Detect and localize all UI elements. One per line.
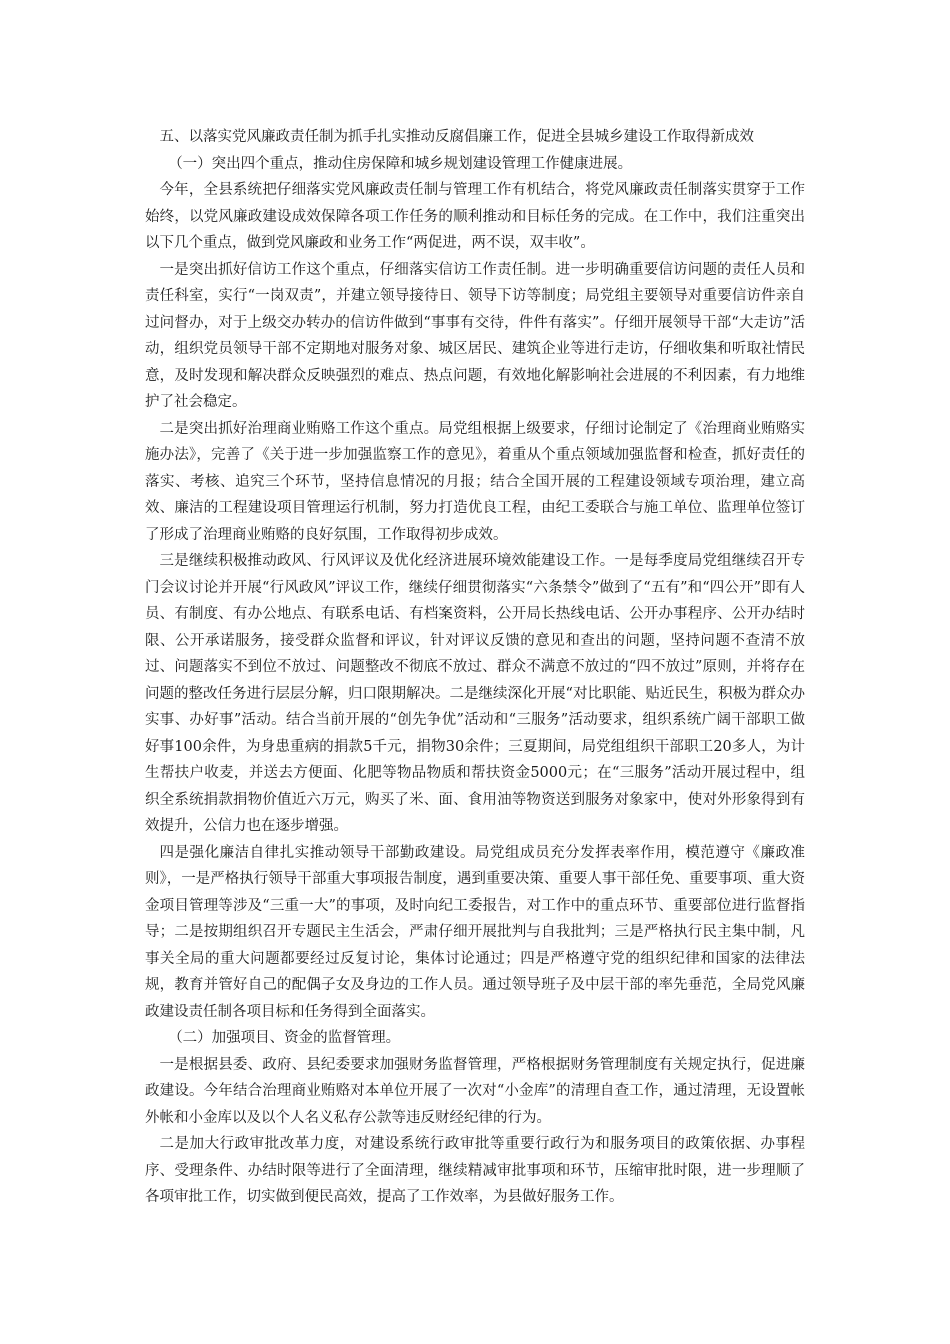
body-paragraph: 一是根据县委、政府、县纪委要求加强财务监督管理，严格根据财务管理制度有关规定执行，促进廉政建设。今年结合治理商业贿赂对本单位开展了一次对“小金库”的清理自查工作，通过清理，无设置帐外帐和小金库以及以个人名义私存公款等违反财经纪律的行为。 (145, 1056, 805, 1126)
body-paragraph: 四是强化廉洁自律扎实推动领导干部勤政建设。局党组成员充分发挥表率作用，模范遵守《廉政准则》，一是严格执行领导干部重大事项报告制度，遇到重要决策、重要人事干部任免、重要事项、重大资金项目管理等涉及“三重一大”的事项，及时向纪工委报告，对工作中的重点环节、重要部位进行监督指导；二是按期组织召开专题民主生活会，严肃仔细开展批判与自我批判；三是严格执行民主集中制，凡事关全局的重大问题都要经过反复讨论，集体讨论通过；四是严格遵守党的组织纪律和国家的法律法规，教育并管好自己的配偶子女及身边的工作人员。通过领导班子及中层干部的率先垂范，全局党风廉政建设责任制各项目标和任务得到全面落实。 (145, 844, 805, 1020)
document-body (145, 124, 805, 1211)
body-paragraph: 二是突出抓好治理商业贿赂工作这个重点。局党组根据上级要求，仔细讨论制定了《治理商业贿赂实施办法》，完善了《关于进一步加强监察工作的意见》，着重从个重点领域加强监督和检查，抓好责任的落实、考核、追究三个环节，坚持信息情况的月报；结合全国开展的工程建设领域专项治理，建立高效、廉洁的工程建设项目管理运行机制，努力打造优良工程，由纪工委联合与施工单位、监理单位签订了形成了治理商业贿赂的良好氛围，工作取得初步成效。 (145, 420, 805, 543)
body-paragraph: 今年，全县系统把仔细落实党风廉政责任制与管理工作有机结合，将党风廉政责任制落实贯穿于工作始终，以党风廉政建设成效保障各项工作任务的顺利推动和目标任务的完成。在工作中，我们注重突出以下几个重点，做到党风廉政和业务工作“两促进，两不误，双丰收”。 (145, 182, 805, 251)
body-paragraph: 二是加大行政审批改革力度，对建设系统行政审批等重要行政行为和服务项目的政策依据、办事程序、受理条件、办结时限等进行了全面清理，继续精减审批事项和环节，压缩审批时限，进一步理顺了各项审批工作，切实做到便民高效，提高了工作效率，为县做好服务工作。 (145, 1136, 805, 1205)
body-paragraph: 三是继续积极推动政风、行风评议及优化经济进展环境效能建设工作。一是每季度局党组继续召开专门会议讨论并开展“行风政风”评议工作，继续仔细贯彻落实“六条禁令”做到了“五有”和“四公开”即有人员、有制度、有办公地点、有联系电话、有档案资料，公开局长热线电话、公开办事程序、公开办结时限、公开承诺服务，接受群众监督和评议，针对评议反馈的意见和查出的问题，坚持问题不查清不放过、问题落实不到位不放过、问题整改不彻底不放过、群众不满意不放过的“四不放过”原则，并将存在问题的整改任务进行层层分解，归口限期解决。二是继续深化开展“对比职能、贴近民生，积极为群众办实事、办好事”活动。结合当前开展的“创先争优”活动和“三服务”活动要求，组织系统广阔干部职工做好事100余件，为身患重病的捐款5千元，捐物30余件；三夏期间，局党组组织干部职工20多人，为计生帮扶户收麦，并送去方便面、化肥等物品物质和帮扶资金5000元；在“三服务”活动开展过程中，组织全系统捐款捐物价值近六万元，购买了米、面、食用油等物资送到服务对象家中，使对外形象得到有效提升，公信力也在逐步增强。 (145, 553, 805, 834)
body-paragraph: 一是突出抓好信访工作这个重点，仔细落实信访工作责任制。进一步明确重要信访问题的责任人员和责任科室，实行“一岗双责”，并建立领导接待日、领导下访等制度；局党组主要领导对重要信访件亲自过问督办，对于上级交办转办的信访件做到“事事有交待，件件有落实”。仔细开展领导干部“大走访”活动，组织党员领导干部不定期地对服务对象、城区居民、建筑企业等进行走访，仔细收集和听取社情民意，及时发现和解决群众反映强烈的难点、热点问题，有效地化解影响社会进展的不利因素，有力地维护了社会稳定。 (145, 261, 805, 410)
section-heading: 五、以落实党风廉政责任制为抓手扎实推动反腐倡廉工作，促进全县城乡建设工作取得新成效 (159, 129, 754, 145)
subsection-heading: （二）加强项目、资金的监督管理。 (168, 1030, 401, 1046)
subsection-heading: （一）突出四个重点，推动住房保障和城乡规划建设管理工作健康进展。 (168, 155, 633, 172)
